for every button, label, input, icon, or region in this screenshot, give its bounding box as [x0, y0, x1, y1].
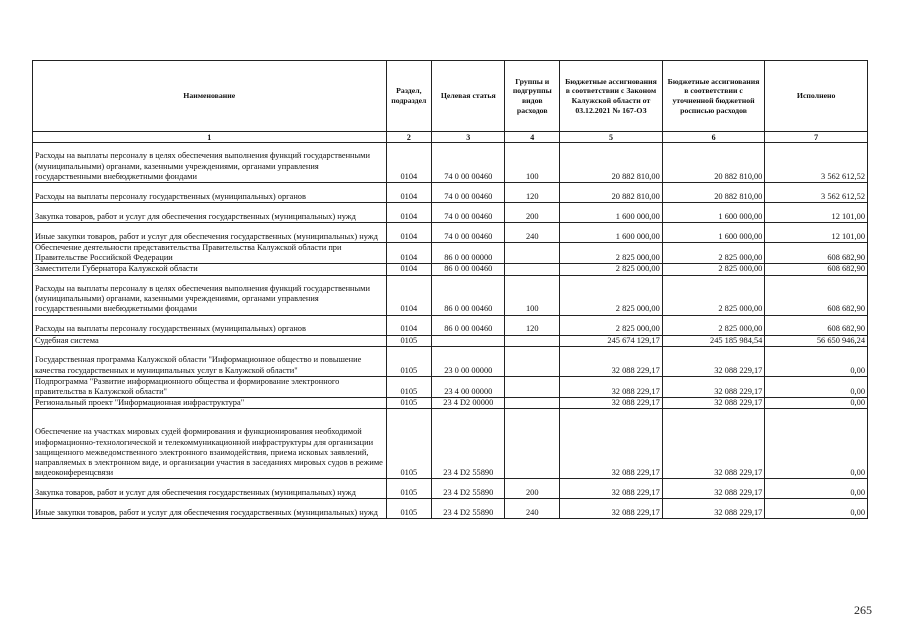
- cell-name: Закупка товаров, работ и услуг для обеспечения государственных (муниципальных) нужд: [33, 203, 387, 223]
- table-row: [33, 143, 868, 183]
- cell-name: Иные закупки товаров, работ и услуг для обеспечения государственных (муниципальных) нужд: [33, 223, 387, 243]
- column-number: 2: [386, 132, 432, 143]
- column-number: 5: [560, 132, 663, 143]
- budget-execution-table: [32, 60, 868, 519]
- cell-refined-allocation: 2 825 000,00: [662, 264, 765, 275]
- cell-name: Расходы на выплаты персоналу государственных (муниципальных) органов: [33, 183, 387, 203]
- cell-expense-group: 120: [505, 183, 560, 203]
- cell-section: 0105: [386, 499, 432, 519]
- cell-target-article: 23 4 D2 55890: [432, 479, 505, 499]
- cell-section: 0104: [386, 264, 432, 275]
- header-row: [33, 61, 868, 132]
- cell-executed: 3 562 612,52: [765, 143, 868, 183]
- cell-section: 0105: [386, 409, 432, 479]
- cell-section: 0105: [386, 335, 432, 346]
- column-number: 4: [505, 132, 560, 143]
- header-refined-allocations: Бюджетные ассигнования в соответствии с уточненной бюджетной росписью расходов: [662, 61, 765, 132]
- table-row: [33, 409, 868, 479]
- table-row: [33, 335, 868, 346]
- cell-law-allocation: 32 088 229,17: [560, 346, 663, 376]
- table-row: [33, 275, 868, 315]
- cell-refined-allocation: 32 088 229,17: [662, 499, 765, 519]
- cell-target-article: 86 0 00 00460: [432, 264, 505, 275]
- cell-section: 0104: [386, 275, 432, 315]
- cell-executed: 608 682,90: [765, 315, 868, 335]
- cell-expense-group: [505, 264, 560, 275]
- cell-section: 0104: [386, 203, 432, 223]
- cell-name: Региональный проект "Информационная инфраструктура": [33, 398, 387, 409]
- cell-name: Государственная программа Калужской области "Информационное общество и повышение качества государственных и муниципальных услуг в Калужской области": [33, 346, 387, 376]
- cell-name: Расходы на выплаты персоналу в целях обеспечения выполнения функций государственными (муниципальными) органами, казенными учреждениями, органами управления государственными внебюджетными фондами: [33, 143, 387, 183]
- cell-name: Заместители Губернатора Калужской области: [33, 264, 387, 275]
- cell-expense-group: [505, 335, 560, 346]
- column-number: 3: [432, 132, 505, 143]
- cell-target-article: 74 0 00 00460: [432, 223, 505, 243]
- header-name: Наименование: [33, 61, 387, 132]
- cell-expense-group: 100: [505, 275, 560, 315]
- cell-expense-group: 120: [505, 315, 560, 335]
- cell-refined-allocation: 2 825 000,00: [662, 275, 765, 315]
- cell-expense-group: [505, 346, 560, 376]
- cell-expense-group: [505, 243, 560, 264]
- header-expense-group: Группы и подгруппы видов расходов: [505, 61, 560, 132]
- cell-executed: 0,00: [765, 409, 868, 479]
- cell-expense-group: 200: [505, 203, 560, 223]
- table-row: [33, 243, 868, 264]
- cell-target-article: 23 4 D2 55890: [432, 409, 505, 479]
- cell-executed: 0,00: [765, 398, 868, 409]
- cell-target-article: 23 4 D2 00000: [432, 398, 505, 409]
- cell-law-allocation: 32 088 229,17: [560, 376, 663, 397]
- cell-name: Закупка товаров, работ и услуг для обеспечения государственных (муниципальных) нужд: [33, 479, 387, 499]
- cell-name: Иные закупки товаров, работ и услуг для обеспечения государственных (муниципальных) нужд: [33, 499, 387, 519]
- column-number-row: [33, 132, 868, 143]
- cell-name: Подпрограмма "Развитие информационного общества и формирование электронного правительства в Калужской области": [33, 376, 387, 397]
- cell-section: 0104: [386, 243, 432, 264]
- cell-target-article: 86 0 00 00460: [432, 315, 505, 335]
- cell-refined-allocation: 32 088 229,17: [662, 479, 765, 499]
- cell-law-allocation: 245 674 129,17: [560, 335, 663, 346]
- cell-section: 0104: [386, 183, 432, 203]
- table-row: [33, 203, 868, 223]
- table-body: [33, 143, 868, 519]
- cell-executed: 608 682,90: [765, 264, 868, 275]
- cell-executed: 56 650 946,24: [765, 335, 868, 346]
- cell-section: 0105: [386, 346, 432, 376]
- page-number: 265: [854, 603, 872, 617]
- cell-target-article: 86 0 00 00000: [432, 243, 505, 264]
- cell-name: Расходы на выплаты персоналу государственных (муниципальных) органов: [33, 315, 387, 335]
- cell-name: Обеспечение деятельности представительства Правительства Калужской области при Правительстве Российской Федерации: [33, 243, 387, 264]
- cell-law-allocation: 1 600 000,00: [560, 203, 663, 223]
- cell-target-article: 23 4 D2 55890: [432, 499, 505, 519]
- cell-name: Расходы на выплаты персоналу в целях обеспечения выполнения функций государственными (муниципальными) органами, казенными учреждениями, органами управления государственными внебюджетными фондами: [33, 275, 387, 315]
- cell-law-allocation: 2 825 000,00: [560, 264, 663, 275]
- cell-target-article: 74 0 00 00460: [432, 183, 505, 203]
- cell-law-allocation: 1 600 000,00: [560, 223, 663, 243]
- cell-name: Обеспечение на участках мировых судей формирования и функционирования необходимой информационно-технологической и телекоммуникационной инфраструктуры для организации защищенного межведомственного электронного взаимодействия, приема исковых заявлений, направляемых в электронном виде, и организации участия в заседаниях мировых судов в режиме видеоконференцсвязи: [33, 409, 387, 479]
- cell-refined-allocation: 32 088 229,17: [662, 376, 765, 397]
- cell-target-article: [432, 335, 505, 346]
- cell-executed: 608 682,90: [765, 243, 868, 264]
- cell-section: 0104: [386, 223, 432, 243]
- cell-target-article: 74 0 00 00460: [432, 143, 505, 183]
- cell-refined-allocation: 32 088 229,17: [662, 346, 765, 376]
- cell-executed: 12 101,00: [765, 203, 868, 223]
- cell-refined-allocation: 1 600 000,00: [662, 203, 765, 223]
- header-section: Раздел, подраздел: [386, 61, 432, 132]
- cell-section: 0105: [386, 376, 432, 397]
- cell-executed: 12 101,00: [765, 223, 868, 243]
- cell-law-allocation: 32 088 229,17: [560, 499, 663, 519]
- cell-executed: 0,00: [765, 499, 868, 519]
- cell-section: 0104: [386, 143, 432, 183]
- cell-law-allocation: 32 088 229,17: [560, 398, 663, 409]
- cell-law-allocation: 20 882 810,00: [560, 183, 663, 203]
- cell-law-allocation: 2 825 000,00: [560, 243, 663, 264]
- cell-refined-allocation: 20 882 810,00: [662, 183, 765, 203]
- header-law-allocations: Бюджетные ассигнования в соответствии с Законом Калужской области от 03.12.2021 № 167-ОЗ: [560, 61, 663, 132]
- cell-executed: 608 682,90: [765, 275, 868, 315]
- table-row: [33, 315, 868, 335]
- cell-section: 0104: [386, 315, 432, 335]
- cell-executed: 0,00: [765, 479, 868, 499]
- cell-refined-allocation: 2 825 000,00: [662, 243, 765, 264]
- cell-refined-allocation: 32 088 229,17: [662, 409, 765, 479]
- column-number: 1: [33, 132, 387, 143]
- cell-refined-allocation: 1 600 000,00: [662, 223, 765, 243]
- cell-executed: 0,00: [765, 346, 868, 376]
- cell-target-article: 23 4 00 00000: [432, 376, 505, 397]
- cell-law-allocation: 32 088 229,17: [560, 479, 663, 499]
- cell-law-allocation: 20 882 810,00: [560, 143, 663, 183]
- cell-expense-group: [505, 409, 560, 479]
- cell-law-allocation: 32 088 229,17: [560, 409, 663, 479]
- cell-target-article: 74 0 00 00460: [432, 203, 505, 223]
- cell-refined-allocation: 32 088 229,17: [662, 398, 765, 409]
- cell-law-allocation: 2 825 000,00: [560, 275, 663, 315]
- cell-refined-allocation: 2 825 000,00: [662, 315, 765, 335]
- table-row: [33, 398, 868, 409]
- cell-target-article: 86 0 00 00460: [432, 275, 505, 315]
- table-row: [33, 264, 868, 275]
- cell-section: 0105: [386, 479, 432, 499]
- cell-law-allocation: 2 825 000,00: [560, 315, 663, 335]
- table-row: [33, 183, 868, 203]
- cell-target-article: 23 0 00 00000: [432, 346, 505, 376]
- table-row: [33, 346, 868, 376]
- table-row: [33, 376, 868, 397]
- cell-expense-group: [505, 376, 560, 397]
- cell-expense-group: [505, 398, 560, 409]
- table-row: [33, 223, 868, 243]
- header-target-article: Целевая статья: [432, 61, 505, 132]
- column-number: 7: [765, 132, 868, 143]
- cell-expense-group: 100: [505, 143, 560, 183]
- cell-section: 0105: [386, 398, 432, 409]
- column-number: 6: [662, 132, 765, 143]
- cell-expense-group: 200: [505, 479, 560, 499]
- cell-executed: 3 562 612,52: [765, 183, 868, 203]
- header-executed: Исполнено: [765, 61, 868, 132]
- cell-expense-group: 240: [505, 499, 560, 519]
- table-row: [33, 479, 868, 499]
- cell-name: Судебная система: [33, 335, 387, 346]
- cell-refined-allocation: 20 882 810,00: [662, 143, 765, 183]
- cell-refined-allocation: 245 185 984,54: [662, 335, 765, 346]
- table-row: [33, 499, 868, 519]
- cell-expense-group: 240: [505, 223, 560, 243]
- cell-executed: 0,00: [765, 376, 868, 397]
